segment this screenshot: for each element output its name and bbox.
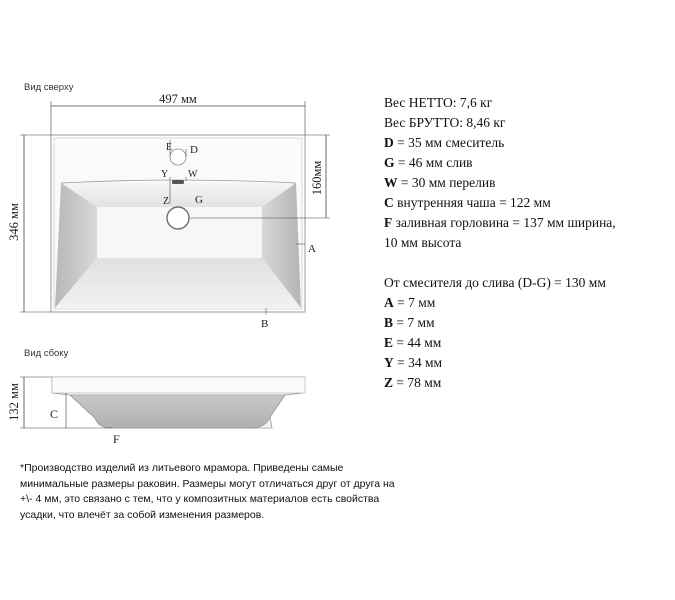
spec-row xyxy=(384,293,674,313)
width-label: 497 мм xyxy=(159,92,197,106)
spec-row xyxy=(384,233,674,253)
spec-text: = 7 мм xyxy=(393,315,435,330)
marker-G: G xyxy=(195,194,203,206)
marker-Z: Z xyxy=(163,196,170,207)
spec-key: F xyxy=(384,215,393,230)
spec-text: = 78 мм xyxy=(393,375,442,390)
spec-row xyxy=(384,273,674,293)
overflow-slot xyxy=(172,180,184,184)
spec-text: От смесителя до слива (D-G) = 130 мм xyxy=(384,275,606,290)
footnote xyxy=(20,461,420,523)
spec-row xyxy=(384,253,674,273)
spec-text: заливная горловина = 137 мм ширина, xyxy=(392,215,616,230)
depth-label: 346 мм xyxy=(7,203,21,241)
spec-row xyxy=(384,173,674,193)
spec-key: B xyxy=(384,315,394,330)
spec-row xyxy=(384,153,674,173)
marker-C: C xyxy=(50,407,59,421)
spec-row xyxy=(384,93,674,113)
marker-Y: Y xyxy=(161,169,169,180)
spec-text: = 34 мм xyxy=(393,355,443,370)
spec-text: Вес БРУТТО: 8,46 кг xyxy=(384,115,506,130)
spec-key: A xyxy=(384,295,394,310)
marker-B: B xyxy=(261,318,269,330)
spec-row xyxy=(384,193,674,213)
spec-row xyxy=(384,213,674,233)
spec-key: Y xyxy=(384,355,394,370)
bowl-back-slope xyxy=(61,183,296,207)
spec-text: внутренняя чаша = 122 мм xyxy=(393,195,551,210)
top-view-caption: Вид сверху xyxy=(24,82,74,93)
top-view xyxy=(7,92,330,330)
bowl-front-slope xyxy=(55,258,301,308)
inner-bowl xyxy=(55,180,301,308)
footnote-line: минимальные размеры раковин. Размеры могут отличаться друг от друга на xyxy=(20,477,395,490)
marker-W: W xyxy=(188,169,198,180)
spec-row xyxy=(384,313,674,333)
spec-text: = 46 мм слив xyxy=(394,155,473,170)
spec-key: W xyxy=(384,175,398,190)
footnote-line: +\- 4 мм, это связано с тем, что у композитных материалов есть свойства xyxy=(20,493,380,506)
side-bowl xyxy=(70,395,285,428)
marker-A: A xyxy=(308,243,316,255)
spec-row xyxy=(384,113,674,133)
spec-key: C xyxy=(384,195,394,210)
spec-row xyxy=(384,333,674,353)
spec-row xyxy=(384,373,674,393)
spec-key: Z xyxy=(384,375,394,390)
spec-row xyxy=(384,353,674,373)
marker-D: D xyxy=(190,144,198,156)
side-view-caption: Вид сбоку xyxy=(24,348,69,359)
side-view xyxy=(7,377,305,446)
faucet-front-label: 160мм xyxy=(310,160,324,196)
spec-row xyxy=(384,133,674,153)
side-height-label: 132 мм xyxy=(7,383,21,421)
spec-text: = 7 мм xyxy=(393,295,436,310)
faucet-hole xyxy=(170,149,186,165)
spec-text: = 30 мм перелив xyxy=(397,175,496,190)
footnote-line: *Производство изделий из литьевого мрамора. Приведены самые xyxy=(20,462,344,474)
spec-key: G xyxy=(384,155,395,170)
spec-text: Вес НЕТТО: 7,6 кг xyxy=(384,95,493,110)
spec-key: E xyxy=(384,335,394,350)
footnote-line: усадки, что влечёт за собой изменения размеров. xyxy=(20,508,265,521)
side-top-slab xyxy=(52,377,305,393)
marker-F: F xyxy=(113,432,120,446)
drain-hole xyxy=(167,207,189,229)
spec-key: D xyxy=(384,135,394,150)
spec-text: = 35 мм смеситель xyxy=(393,135,505,150)
marker-E: E xyxy=(166,142,173,153)
spec-text: = 44 мм xyxy=(393,335,442,350)
spec-text: 10 мм высота xyxy=(384,235,462,250)
specifications-list xyxy=(384,93,674,393)
